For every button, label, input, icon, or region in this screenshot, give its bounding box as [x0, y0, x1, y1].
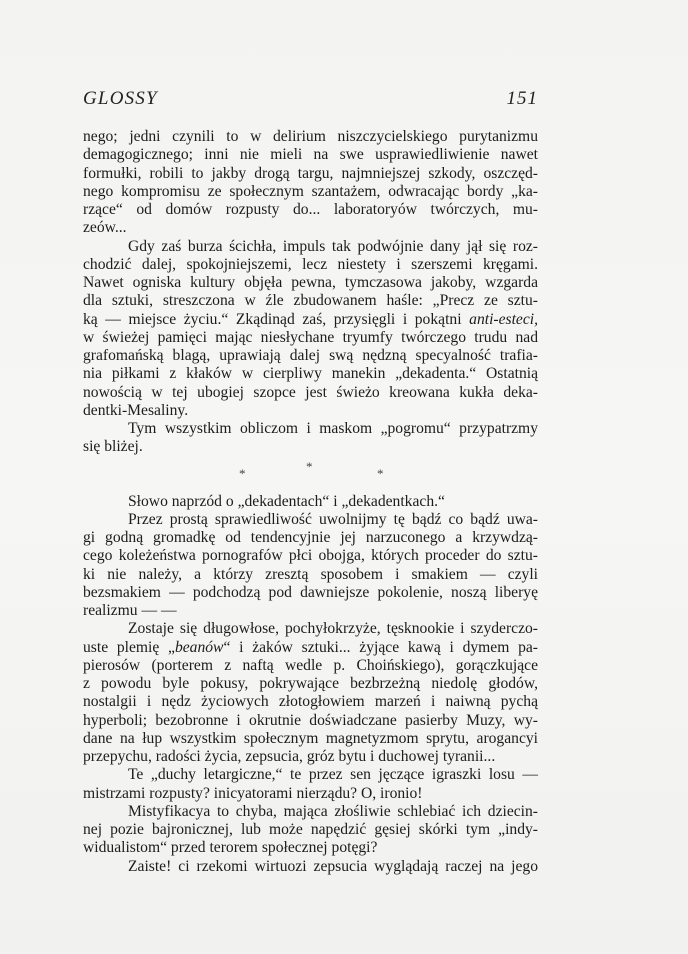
running-head-title: GLOSSY	[83, 88, 158, 109]
paragraph-first-line: Słowo naprzód o „dekadentach“ i „dekadentkach.“	[128, 492, 445, 510]
text-line: w świeżej pamięci mając niesłychane tryumfy twórczego trudu nad	[83, 328, 538, 346]
section-break-asterism	[83, 457, 538, 493]
text-line: mistrzami rozpusty? inicyatorami nierządu? O, ironio!	[83, 784, 423, 802]
text-line: rzące“ od domów rozpusty do... laboratoryów twórczych, mu-	[83, 201, 538, 218]
text-line: hyperboli; bezobronne i okrutnie doświadczane pasierby Muzy, wy-	[83, 711, 538, 729]
text-line: nostalgii i nędz życiowych złotogłowiem marzeń i naiwną pychą	[83, 693, 538, 711]
paragraph-first-line: Te „duchy letargiczne,“ te przez sen jęczące igraszki losu —	[128, 766, 538, 784]
paragraph-first-line: Zaiste! ci rzekomi wirtuozi zepsucia wyglądają raczej na jego	[128, 857, 538, 875]
text-line: z powodu byle pokusy, pokrywające bezbrzeżną niedolę głodów,	[83, 675, 538, 692]
text-line: widualistom“ przed terorem społecznej potęgi?	[83, 839, 378, 857]
text-line: dentki-Mesaliny.	[83, 401, 189, 419]
italic-term: beanów	[174, 638, 224, 656]
text-span: uste plemię „	[83, 638, 175, 656]
asterisk-icon: *	[377, 465, 384, 481]
text-line: nej pozie bajronicznej, lub może napędzić gęsiej skórki tym „indy-	[83, 821, 538, 838]
text-line: grafomańską blagą, uprawiają dalej swą nędzną specyalność trafia-	[83, 347, 538, 364]
italic-term: anti-esteci,	[469, 310, 538, 328]
text-span: ką — miejsce życiu.“ Zkądinąd zaś, przysięgli i pokątni	[83, 310, 470, 328]
text-line: nia piłkami z kłaków w cierpliwy manekin „dekadenta.“ Ostatnią	[83, 365, 538, 383]
asterisk-icon: *	[306, 458, 313, 474]
text-line	[83, 311, 538, 329]
text-line: realizmu — —	[83, 602, 177, 619]
text-line: się bliżej.	[83, 438, 143, 456]
paragraph-first-line: Mistyfikacya to chyba, mająca złośliwie schlebiać ich dziecin-	[128, 802, 538, 820]
text-line: demagogicznego; inni nie mieli na swe usprawiedliwienie nawet	[83, 146, 538, 164]
text-line: pierosów (porterem z naftą wedle p. Choińskiego), gorączkujące	[83, 656, 538, 674]
text-line: cego koleżeństwa pornografów płci obojga, których proceder do sztu-	[83, 547, 538, 565]
text-line: nowością w tej ubogiej szopce jest świeżo kreowana kukła deka-	[83, 383, 538, 401]
text-line: formułki, robili to jakby drogą targu, najmniejszej szkody, oszczęd-	[83, 164, 538, 182]
text-line: nego; jedni czynili to w delirium niszczycielskiego purytanizmu	[83, 128, 538, 145]
paragraph-first-line: Gdy zaś burza ścichła, impuls tak podwójnie dany jął się roz-	[128, 237, 538, 255]
text-span: “ i żaków sztuki... żyjące kawą i dymem pa-	[223, 638, 538, 656]
text-line: dane na łup wszystkim społecznym magnetyzmom sprytu, arogancyi	[83, 729, 538, 747]
text-line: gi godną gromadkę od tendencyjnie jej narzuconego a krzywdzą-	[83, 529, 538, 546]
page-number: 151	[506, 88, 538, 109]
paragraph-first-line: Przez prostą sprawiedliwość uwolnijmy tę bądź co bądź uwa-	[128, 510, 538, 528]
text-line: bezsmakiem — podchodzą pod dawniejsze pokolenie, noszą liberyę	[83, 583, 538, 601]
text-line: dla sztuki, streszczona w źle zbudowanem haśle: „Precz ze sztu-	[83, 292, 538, 310]
text-line: chodzić dalej, spokojniejszemi, lecz niestety i szerszemi kręgami.	[83, 255, 538, 273]
text-line: nego kompromisu ze społecznym szantażem, odwracając bordy „ka-	[83, 182, 538, 200]
text-line: Nawet ogniska kultury objęła pewna, tymczasowa jakoby, wzgarda	[83, 274, 538, 291]
text-line: zeów...	[83, 219, 127, 237]
asterisk-icon: *	[239, 465, 246, 481]
text-line: ki nie należy, a którzy zresztą sposobem i smakiem — czyli	[83, 565, 538, 583]
running-head	[83, 88, 538, 112]
body-text	[83, 128, 538, 876]
text-line	[83, 639, 538, 657]
paragraph-first-line: Tym wszystkim obliczom i maskom „pogromu“ przypatrzmy	[128, 420, 538, 437]
text-line: przepychu, radości życia, zepsucia, gróz bytu i duchowej tyranii...	[83, 748, 496, 765]
paragraph-first-line: Zostaje się długowłose, pochyłokrzyże, tęsknookie i szyderczo-	[128, 620, 538, 638]
